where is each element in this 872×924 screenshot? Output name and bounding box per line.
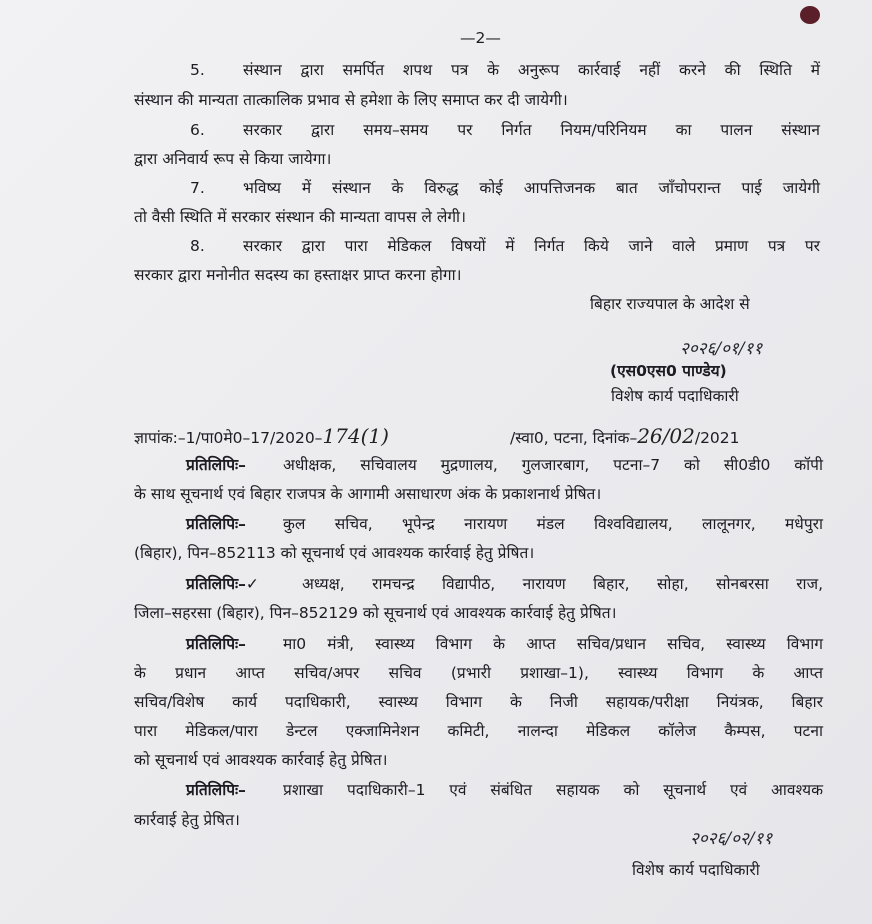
copy-3-label: प्रतिलिपिः–✓: [186, 575, 259, 593]
memo-middle: /स्वा0, पटना, दिनांक–: [510, 429, 638, 447]
page-number: —2—: [460, 29, 501, 47]
copy-4-line-2: के प्रधान आप्त सचिव/अपर सचिव (प्रभारी प्रशाखा–1), स्वास्थ्य विभाग के आप्त: [134, 664, 823, 682]
signatory-name: (एस0एस0 पाण्डेय): [610, 362, 727, 380]
memo-number-handwritten: 174(1): [322, 424, 389, 448]
closing-designation: विशेष कार्य पदाधिकारी: [632, 861, 760, 879]
copy-5-label: प्रतिलिपिः–: [186, 781, 246, 799]
copy-1-label: प्रतिलिपिः–: [186, 456, 246, 474]
para-8-line-2: सरकार द्वारा मनोनीत सदस्य का हस्ताक्षर प्राप्त करना होगा।: [134, 266, 462, 284]
copy-3-line-1: अध्यक्ष, रामचन्द्र विद्यापीठ, नारायण बिहार, सोहा, सोनबरसा राज,: [302, 575, 823, 593]
para-7-number: 7.: [190, 179, 205, 197]
copy-4-label: प्रतिलिपिः–: [186, 635, 246, 653]
punch-hole: [800, 6, 820, 24]
memo-line: [134, 426, 389, 448]
para-5-line-1: संस्थान द्वारा समर्पित शपथ पत्र के अनुरूप कार्रवाई नहीं करने की स्थिति में: [243, 61, 820, 79]
para-5-line-2: संस्थान की मान्यता तात्कालिक प्रभाव से हमेशा के लिए समाप्त कर दी जायेगी।: [134, 91, 568, 109]
memo-date-line: [510, 426, 740, 448]
copy-5-line-2: कार्रवाई हेतु प्रेषित।: [134, 811, 240, 829]
memo-year: /2021: [694, 429, 740, 447]
para-7-line-1: भविष्य में संस्थान के विरुद्ध कोई आपत्तिजनक बात जाँचोपरान्त पाई जायेगी: [243, 179, 820, 197]
para-6-line-2: द्वारा अनिवार्य रूप से किया जायेगा।: [134, 150, 332, 168]
copy-4-line-1: मा0 मंत्री, स्वास्थ्य विभाग के आप्त सचिव/प्रधान सचिव, स्वास्थ्य विभाग: [283, 635, 823, 653]
copy-4-line-5: को सूचनार्थ एवं आवश्यक कार्रवाई हेतु प्रेषित।: [134, 751, 388, 769]
copy-2-label: प्रतिलिपिः–: [186, 515, 246, 533]
copy-5-line-1: प्रशाखा पदाधिकारी–1 एवं संबंधित सहायक को सूचनार्थ एवं आवश्यक: [283, 781, 823, 799]
para-6-number: 6.: [190, 121, 205, 139]
signature-scrawl-1: २०२६/०१/११: [680, 339, 763, 359]
signatory-designation: विशेष कार्य पदाधिकारी: [611, 387, 739, 405]
para-7-line-2: तो वैसी स्थिति में सरकार संस्थान की मान्यता वापस ले लेगी।: [134, 208, 466, 226]
signature-scrawl-2: २०२६/०२/११: [690, 829, 773, 849]
para-8-number: 8.: [190, 237, 205, 255]
copy-1-line-2: के साथ सूचनार्थ एवं बिहार राजपत्र के आगामी असाधारण अंक के प्रकाशनार्थ प्रेषित।: [134, 485, 602, 503]
copy-4-line-4: पारा मेडिकल/पारा डेन्टल एक्जामिनेशन कमिटी, नालन्दा मेडिकल कॉलेज कैम्पस, पटना: [134, 722, 823, 740]
para-6-line-1: सरकार द्वारा समय–समय पर निर्गत नियम/परिनियम का पालन संस्थान: [243, 121, 820, 139]
memo-prefix: ज्ञापांक:–1/पा0मे0–17/2020–: [134, 429, 323, 447]
copy-2-line-2: (बिहार), पिन–852113 को सूचनार्थ एवं आवश्यक कार्रवाई हेतु प्रेषित।: [134, 544, 535, 562]
tick-mark: ✓: [245, 575, 259, 593]
memo-date-handwritten: 26/02: [637, 424, 695, 448]
copy-4-line-3: सचिव/विशेष कार्य पदाधिकारी, स्वास्थ्य विभाग के निजी सहायक/परीक्षा नियंत्रक, बिहार: [134, 693, 823, 711]
para-5-number: 5.: [190, 61, 205, 79]
copy-2-line-1: कुल सचिव, भूपेन्द्र नारायण मंडल विश्वविद्यालय, लालूनगर, मधेपुरा: [283, 515, 823, 533]
governor-order-line: बिहार राज्यपाल के आदेश से: [590, 295, 750, 313]
copy-3-line-2: जिला–सहरसा (बिहार), पिन–852129 को सूचनार्थ एवं आवश्यक कार्रवाई हेतु प्रेषित।: [134, 604, 617, 622]
copy-1-line-1: अधीक्षक, सचिवालय मुद्रणालय, गुलजारबाग, पटना–7 को सी0डी0 कॉपी: [283, 456, 823, 474]
para-8-line-1: सरकार द्वारा पारा मेडिकल विषयों में निर्गत किये जाने वाले प्रमाण पत्र पर: [243, 237, 820, 255]
